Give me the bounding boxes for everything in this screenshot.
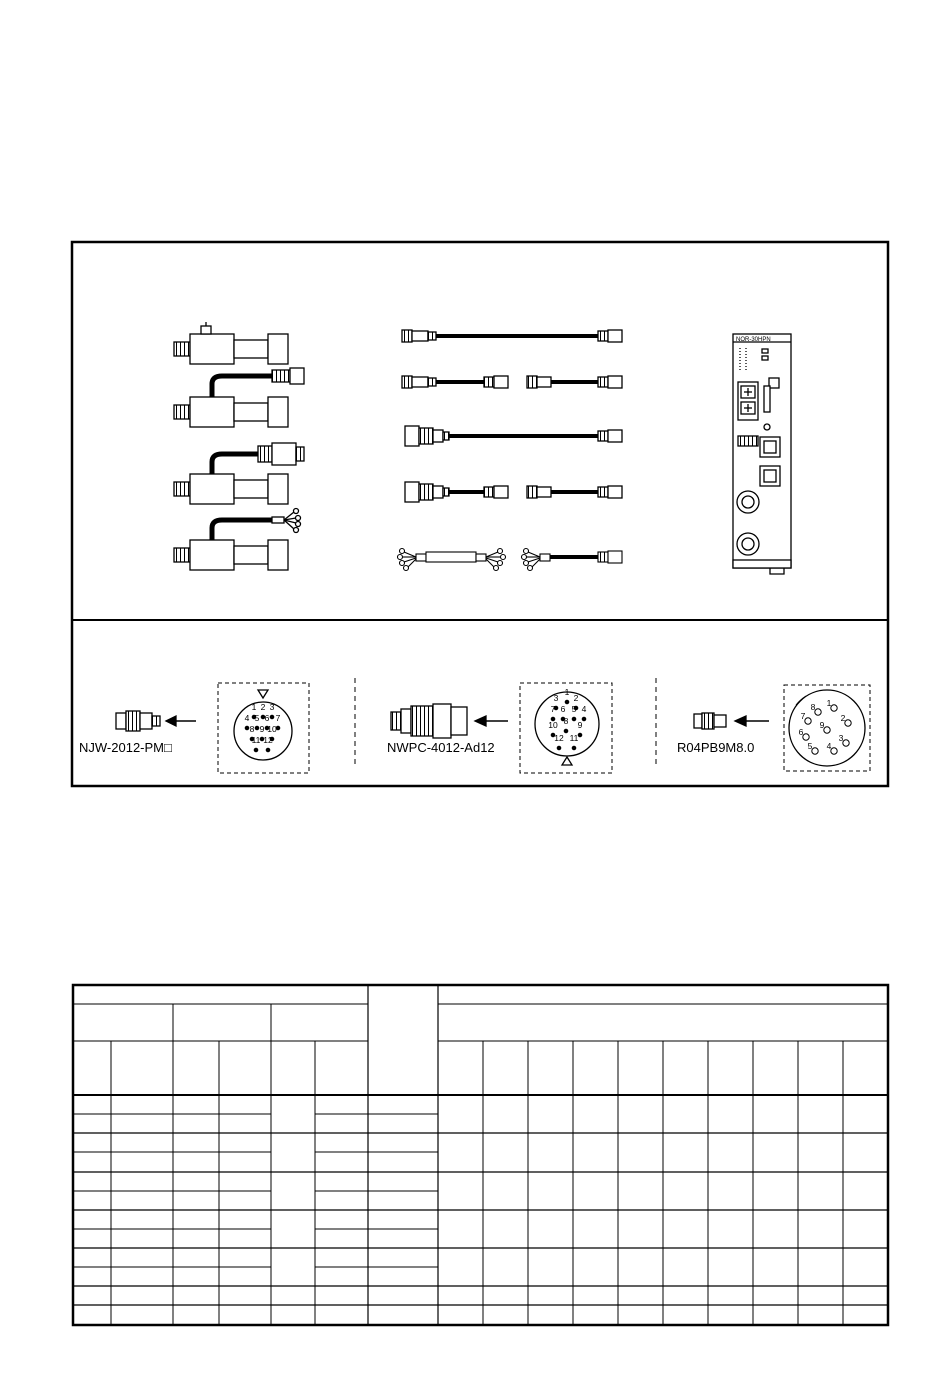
pin-6	[803, 734, 809, 740]
pin-label: 6	[798, 727, 804, 737]
pin-4	[245, 726, 249, 730]
cable-2	[402, 376, 622, 388]
pin-12	[557, 746, 561, 750]
amplifier-model: NOR-30HPN	[736, 337, 771, 343]
pin-label: 7	[550, 704, 556, 714]
cable-1	[402, 330, 622, 342]
connector-middle-label: NWPC-4012-Ad12	[387, 740, 495, 755]
pin-label: 3	[838, 733, 844, 743]
pin-label: 8	[563, 716, 569, 726]
cable-3	[405, 426, 622, 446]
pin-label: 1	[251, 702, 257, 712]
pin-label: 6	[560, 704, 566, 714]
pin-label: 6	[264, 713, 270, 723]
pin-label: 5	[807, 741, 813, 751]
pin-label: 12	[554, 733, 564, 743]
connector-left-label: NJW-2012-PM□	[79, 740, 172, 755]
sensor-head-2	[174, 368, 304, 427]
pin-label: 4	[581, 704, 587, 714]
pin-label: 8	[249, 724, 255, 734]
pin-label: 3	[553, 693, 559, 703]
pin-9	[578, 733, 582, 737]
pin-label: 11	[251, 735, 261, 745]
pin-1	[831, 705, 837, 711]
pin-label: 7	[275, 713, 281, 723]
connector-right-label: R04PB9M8.0	[677, 740, 755, 755]
pin-label: 5	[254, 713, 260, 723]
sensor-head-1	[174, 322, 288, 364]
pin-label: 4	[826, 741, 832, 751]
pin-7	[805, 718, 811, 724]
pin-label: 7	[800, 711, 806, 721]
pin-7	[276, 726, 280, 730]
sensor-head-4	[174, 509, 301, 571]
pin-5	[572, 717, 576, 721]
pin-5	[812, 748, 818, 754]
pin-label: 5	[571, 704, 577, 714]
pin-label: 11	[569, 733, 579, 743]
connector-right	[694, 685, 870, 771]
pin-label: 9	[259, 724, 265, 734]
pin-label: 10	[267, 724, 277, 734]
pin-label: 2	[840, 713, 846, 723]
pin-4	[582, 717, 586, 721]
pin-label: 2	[573, 693, 579, 703]
pin-8	[564, 729, 568, 733]
pin-1	[565, 700, 569, 704]
pin-3	[270, 715, 274, 719]
amplifier-unit	[733, 334, 791, 574]
pin-label: 9	[577, 720, 583, 730]
system-diagram	[72, 242, 888, 786]
pin-label: 4	[244, 713, 250, 723]
pin-11	[254, 748, 258, 752]
cable-4	[405, 482, 622, 502]
pin-label: 8	[810, 702, 816, 712]
cable-5	[398, 549, 623, 571]
pin-11	[572, 746, 576, 750]
pin-8	[815, 709, 821, 715]
spec-table	[73, 985, 888, 1325]
pin-12	[266, 748, 270, 752]
pin-4	[831, 748, 837, 754]
pin-9	[824, 727, 830, 733]
pin-label: 9	[819, 720, 825, 730]
sensor-head-3	[174, 443, 304, 504]
pin-3	[843, 740, 849, 746]
pin-label: 1	[826, 698, 832, 708]
pin-label: 12	[263, 735, 273, 745]
pin-label: 1	[564, 687, 570, 697]
pin-label: 2	[260, 702, 266, 712]
pin-5	[255, 726, 259, 730]
pin-label: 3	[269, 702, 275, 712]
pin-2	[845, 720, 851, 726]
pin-label: 10	[548, 720, 558, 730]
